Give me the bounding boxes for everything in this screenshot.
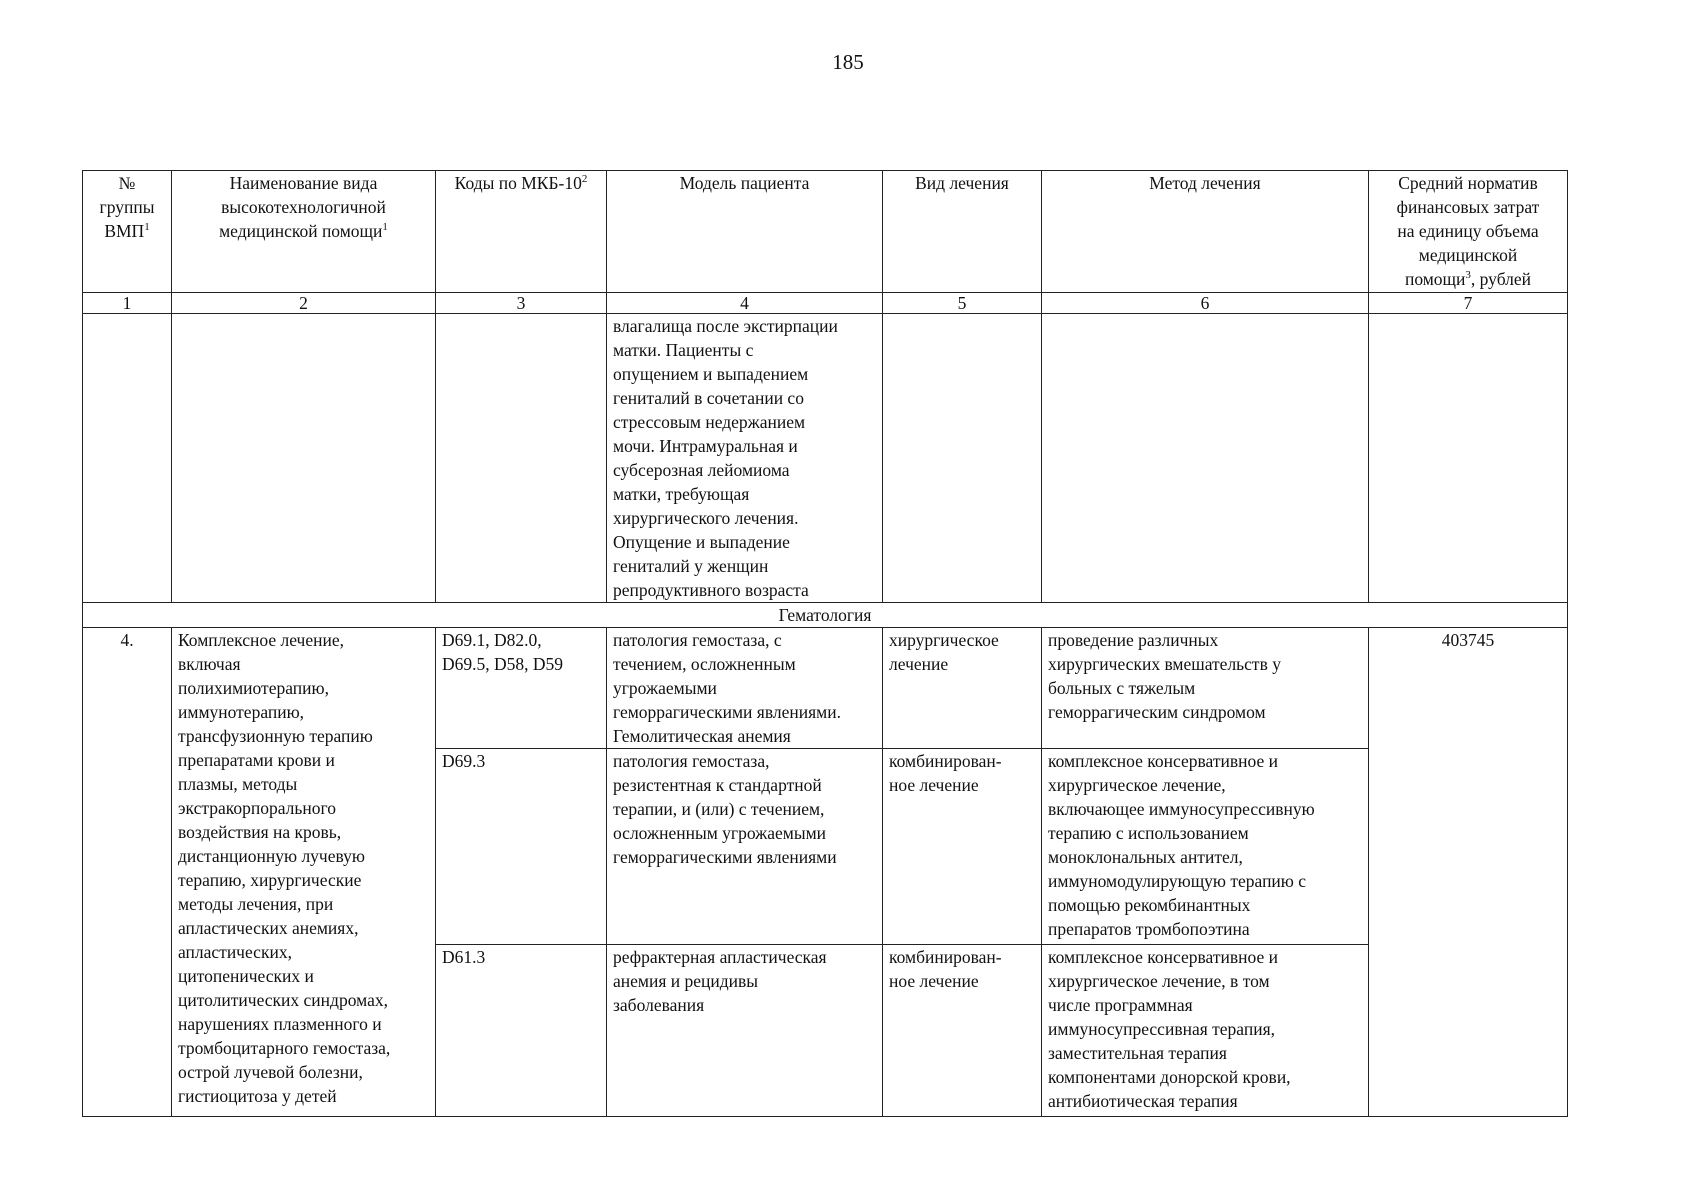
- header-icd-codes: Коды по МКБ-$10^2$: [436, 171, 607, 293]
- patient-model-cell: патология гемостаза, с течением, осложненным угрожаемыми геморрагическими явлениями. Гемолитическая анемия: [607, 628, 883, 749]
- treatment-type-cell: комбинирован- ное лечение: [883, 749, 1042, 945]
- patient-model-cell: рефрактерная апластическая анемия и рецидивы заболевания: [607, 945, 883, 1117]
- header-treatment-type: Вид лечения: [883, 171, 1042, 293]
- vmp-table: [82, 170, 1568, 1117]
- treatment-method-cell: комплексное консервативное и хирургическое лечение, в том числе программная иммуносупрессивная терапия, заместительная терапия компонентами донорской крови, антибиотическая терапия: [1042, 945, 1369, 1117]
- section-title: Гематология: [83, 603, 1568, 628]
- average-cost-cell: 403745: [1369, 628, 1568, 1117]
- icd-codes-cell: D69.1, D82.0, D69.5, D58, D59: [436, 628, 607, 749]
- treatment-method-cell: проведение различных хирургических вмешательств у больных с тяжелым геморрагическим синдромом: [1042, 628, 1369, 749]
- patient-model-cell: патология гемостаза, резистентная к стандартной терапии, и (или) с течением, осложненным угрожаемыми геморрагическими явлениями: [607, 749, 883, 945]
- empty-cell: [436, 314, 607, 603]
- group-number-cell: 4.: [83, 628, 172, 1117]
- treatment-type-cell: комбинирован- ное лечение: [883, 945, 1042, 1117]
- column-number: 2: [172, 293, 436, 314]
- icd-codes-cell: D61.3: [436, 945, 607, 1117]
- patient-model-cell: влагалища после экстирпации матки. Пациенты с опущением и выпадением гениталий в сочетании со стрессовым недержанием мочи. Интрамуральная и субсерозная лейомиома матки, требующая хирургического лечения. Опущение и выпадение гениталий у женщин репродуктивного возраста: [607, 314, 883, 603]
- table-header-row: [83, 171, 1568, 293]
- column-number: 7: [1369, 293, 1568, 314]
- empty-cell: [172, 314, 436, 603]
- header-average-cost: Средний норматив финансовых затрат на единицу объема медицинской помощи$^3$, рублей: [1369, 171, 1568, 293]
- treatment-type-cell: хирургическое лечение: [883, 628, 1042, 749]
- empty-cell: [83, 314, 172, 603]
- empty-cell: [883, 314, 1042, 603]
- header-patient-model: Модель пациента: [607, 171, 883, 293]
- column-number: 3: [436, 293, 607, 314]
- page-number: 185: [832, 50, 864, 74]
- column-number: 4: [607, 293, 883, 314]
- column-number-row: [83, 293, 1568, 314]
- header-treatment-method: Метод лечения: [1042, 171, 1369, 293]
- section-row: [83, 603, 1568, 628]
- header-group-number: № группы ВМП$^1$: [83, 171, 172, 293]
- column-number: 6: [1042, 293, 1369, 314]
- column-number: 5: [883, 293, 1042, 314]
- header-care-type: Наименование вида высокотехнологичной медицинской помощи$^1$: [172, 171, 436, 293]
- empty-cell: [1042, 314, 1369, 603]
- continuation-row: [83, 314, 1568, 603]
- empty-cell: [1369, 314, 1568, 603]
- care-type-cell: Комплексное лечение, включая полихимиотерапию, иммунотерапию, трансфузионную терапию препаратами крови и плазмы, методы экстракорпорального воздействия на кровь, дистанционную лучевую терапию, хирургические методы лечения, при апластических анемиях, апластических, цитопенических и цитолитических синдромах, нарушениях плазменного и тромбоцитарного гемостаза, острой лучевой болезни, гистиоцитоза у детей: [172, 628, 436, 1117]
- icd-codes-cell: D69.3: [436, 749, 607, 945]
- treatment-method-cell: комплексное консервативное и хирургическое лечение, включающее иммуносупрессивную терапию с использованием моноклональных антител, иммуномодулирующую терапию с помощью рекомбинантных препаратов тромбопоэтина: [1042, 749, 1369, 945]
- column-number: 1: [83, 293, 172, 314]
- table-row: [83, 628, 1568, 749]
